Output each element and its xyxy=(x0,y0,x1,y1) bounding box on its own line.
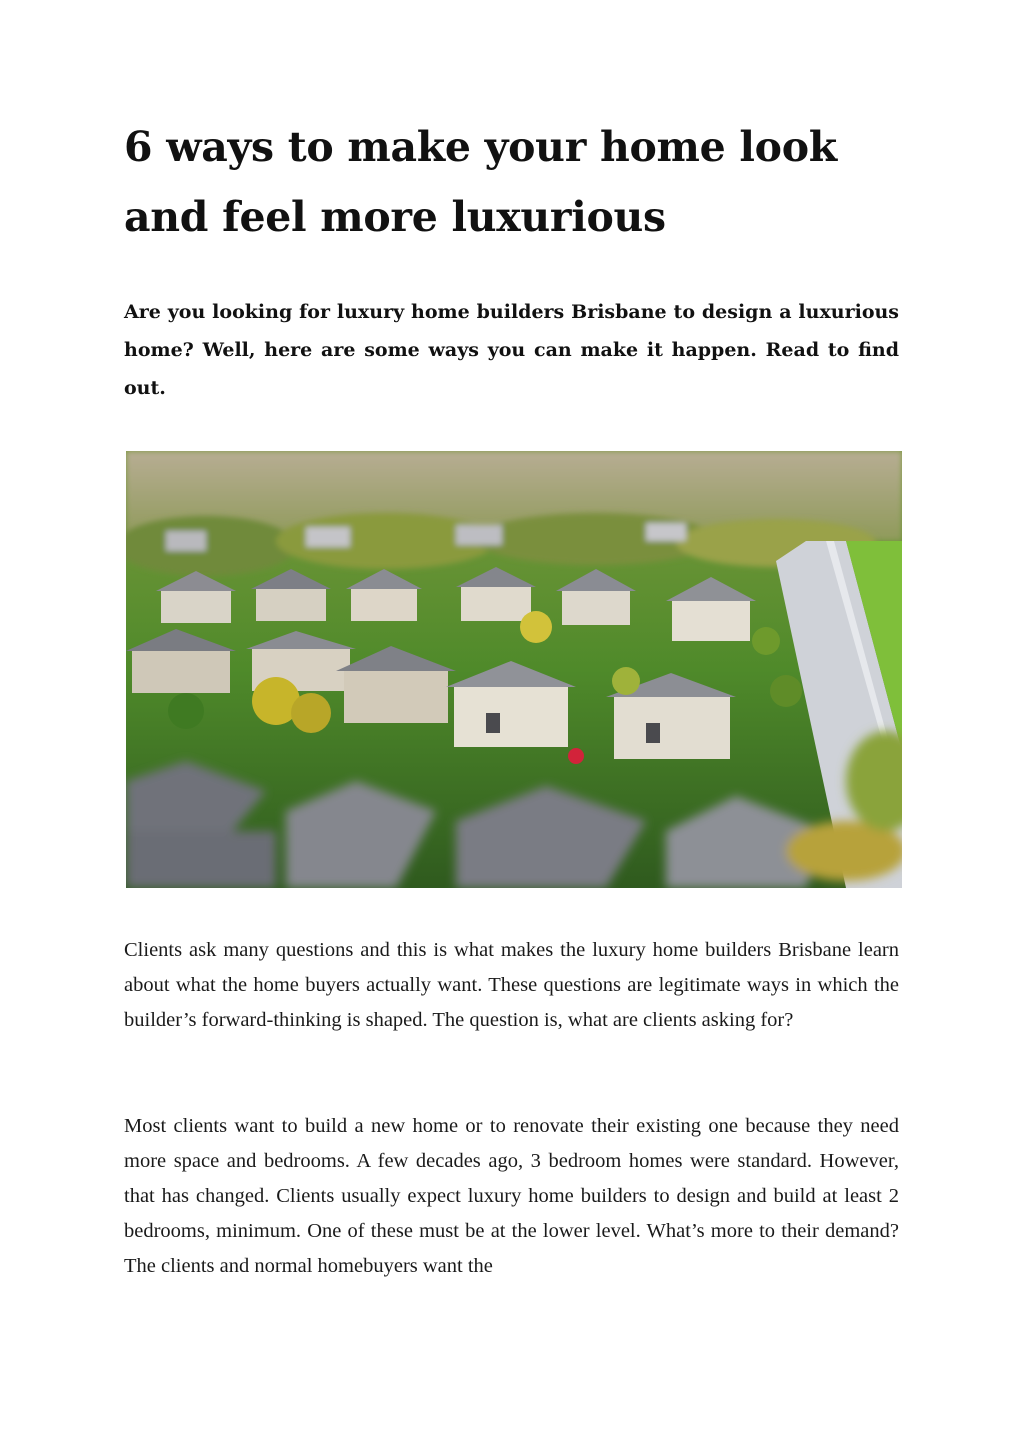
body-paragraph: Most clients want to build a new home or to renovate their existing one because they need more space and bedrooms. A few decades ago, 3 bedroom homes were standard. However, that has changed. Clients usually expect luxury home builders to design and build at least 2 bedrooms, minimum. One of these must be at the lower level. What’s more to their demand? The clients and normal homebuyers want the xyxy=(124,1115,899,1277)
hero-image xyxy=(126,451,902,888)
body-paragraph: Clients ask many questions and this is what makes the luxury home builders Brisbane learn about what the home buyers actually want. These questions are legitimate ways in which the builder’s forward-thinking is shaped. The question is, what are clients asking for? xyxy=(124,939,899,1031)
page-title: 6 ways to make your home look and feel more luxurious xyxy=(124,123,837,241)
lead-paragraph: Are you looking for luxury home builders Brisbane to design a luxurious home? Well, here are some ways you can make it happen. Read to find out. xyxy=(124,301,899,399)
